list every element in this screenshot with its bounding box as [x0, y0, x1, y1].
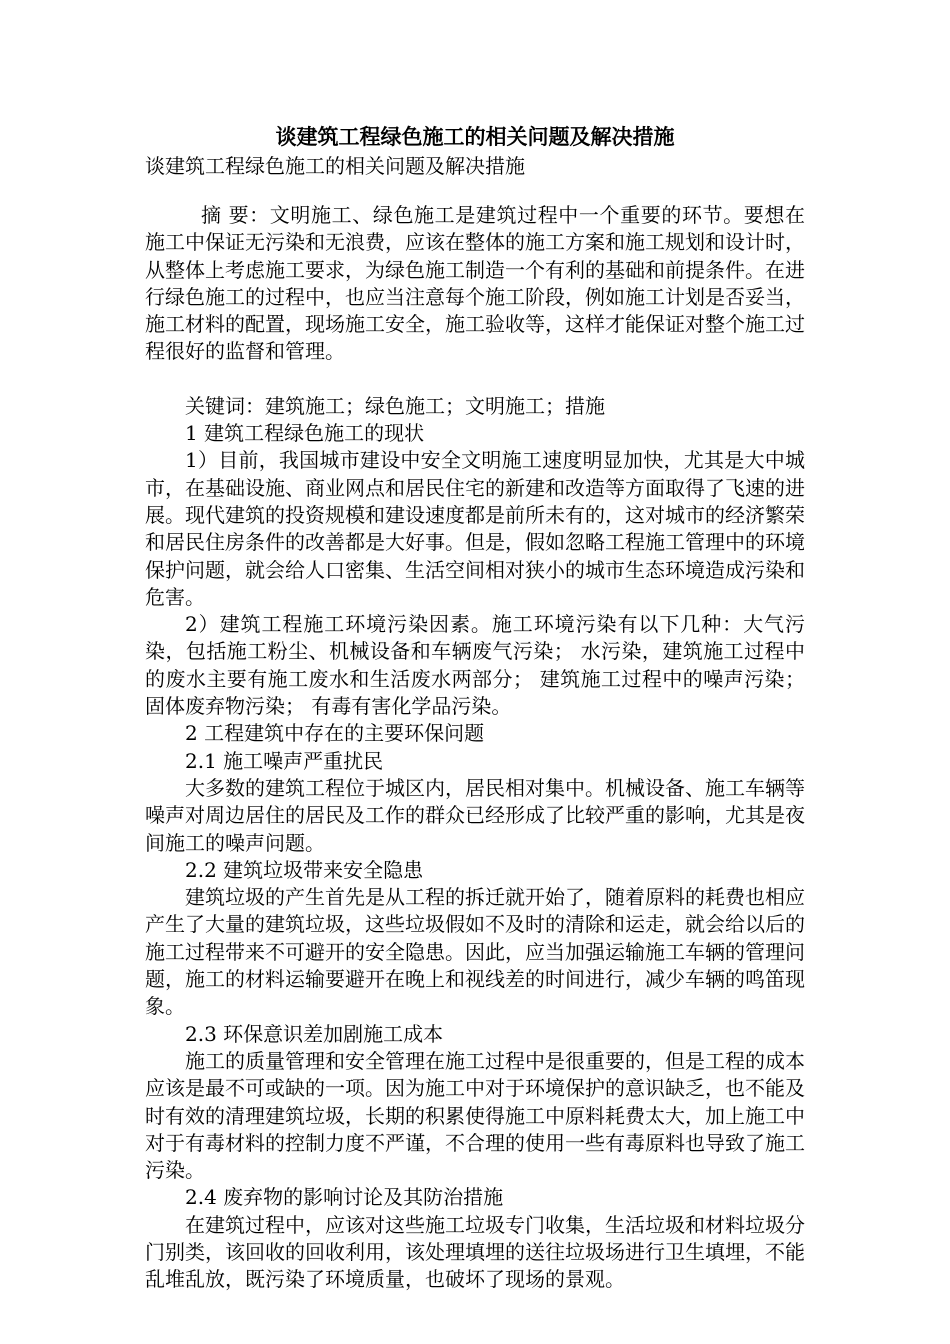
section-1-paragraph-2: 2）建筑工程施工环境污染因素。施工环境污染有以下几种：大气污染，包括施工粉尘、机械设备和车辆废气污染； 水污染，建筑施工过程中的废水主要有施工废水和生活废水两部分； 建筑施工过程中的噪声污染； 固体废弃物污染； 有毒有害化学品污染。	[145, 612, 805, 719]
section-1-paragraph-1: 1）目前，我国城市建设中安全文明施工速度明显加快，尤其是大中城市，在基础设施、商业网点和居民住宅的新建和改造等方面取得了飞速的进展。现代建筑的投资规模和建设速度都是前所未有的，这对城市的经济繁荣和居民住房条件的改善都是大好事。但是，假如忽略工程施工管理中的环境保护问题，就会给人口密集、生活空间相对狭小的城市生态环境造成污染和危害。	[145, 448, 805, 609]
document-subtitle: 谈建筑工程绿色施工的相关问题及解决措施	[145, 154, 525, 178]
keywords-line: 关键词：建筑施工；绿色施工；文明施工；措施	[185, 393, 605, 418]
section-heading-1: 1 建筑工程绿色施工的现状	[185, 421, 425, 446]
section-heading-2-2: 2.2 建筑垃圾带来安全隐患	[185, 857, 424, 882]
section-2-4-paragraph: 在建筑过程中，应该对这些施工垃圾专门收集，生活垃圾和材料垃圾分门别类，该回收的回收利用，该处理填埋的送往垃圾场进行卫生填埋，不能乱堆乱放，既污染了环境质量，也破坏了现场的景观。	[145, 1212, 805, 1292]
section-2-3-paragraph: 施工的质量管理和安全管理在施工过程中是很重要的，但是工程的成本应该是最不可或缺的一项。因为施工中对于环境保护的意识缺乏，也不能及时有效的清理建筑垃圾，长期的积累使得施工中原料耗费太大，加上施工中对于有毒材料的控制力度不严谨，不合理的使用一些有毒原料也导致了施工污染。	[145, 1048, 805, 1183]
abstract-paragraph: 摘 要：文明施工、绿色施工是建筑过程中一个重要的环节。要想在施工中保证无污染和无浪费，应该在整体的施工方案和施工规划和设计时，从整体上考虑施工要求，为绿色施工制造一个有利的基础和前提条件。在进行绿色施工的过程中，也应当注意每个施工阶段，例如施工计划是否妥当，施工材料的配置，现场施工安全，施工验收等，这样才能保证对整个施工过程很好的监督和管理。	[145, 203, 805, 364]
document-body	[145, 122, 805, 1294]
document-title: 谈建筑工程绿色施工的相关问题及解决措施	[275, 124, 675, 149]
section-heading-2-4: 2.4 废弃物的影响讨论及其防治措施	[185, 1185, 504, 1210]
section-2-2-paragraph: 建筑垃圾的产生首先是从工程的拆迁就开始了，随着原料的耗费也相应产生了大量的建筑垃圾，这些垃圾假如不及时的清除和运走，就会给以后的施工过程带来不可避开的安全隐患。因此，应当加强运输施工车辆的管理问题，施工的材料运输要避开在晚上和视线差的时间进行，减少车辆的鸣笛现象。	[145, 885, 805, 1019]
section-heading-2-1: 2.1 施工噪声严重扰民	[185, 748, 384, 773]
spacer	[145, 366, 805, 393]
section-heading-2-3: 2.3 环保意识差加剧施工成本	[185, 1021, 444, 1046]
section-heading-2: 2 工程建筑中存在的主要环保问题	[185, 721, 485, 746]
section-2-1-paragraph: 大多数的建筑工程位于城区内，居民相对集中。机械设备、施工车辆等噪声对周边居住的居民及工作的群众已经形成了比较严重的影响，尤其是夜间施工的噪声问题。	[145, 775, 805, 855]
spacer	[145, 180, 805, 202]
